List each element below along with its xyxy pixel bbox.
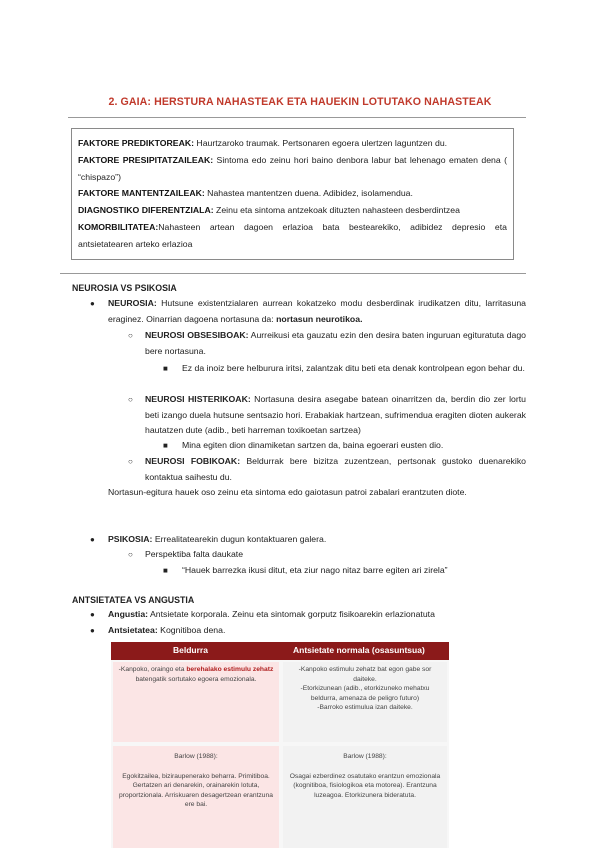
table-cell: -Kanpoko estimulu zehatz bat egon gabe sor daiteke. -Etorkizunean (adib., etorkizuneko mehatxu beldurra, amenaza de peligro futuro) -Barroko estimulua izan daiteke. [283, 662, 447, 742]
table-header-cell: Beldurra [173, 645, 208, 655]
box-line: FAKTORE MANTENTZAILEAK: Nahastea mantentzen duena. Adibidez, isolamendua. [78, 188, 413, 199]
obsesiboak-paragraph: NEUROSI OBSESIBOAK: Aurreikusi eta gauzatu ezin den desira baten inguruan egituratuta dago bere nortasuna. [145, 330, 526, 356]
angustia-paragraph: Angustia: Antsietate korporala. Zeinu eta sintomak gorputz fisikoarekin erlazionatuta [108, 609, 435, 619]
section-heading: ANTSIETATEA VS ANGUSTIA [72, 595, 195, 605]
fobikoak-paragraph: NEUROSI FOBIKOAK: Beldurrak bere bizitza zuzentzean, pertsonak gustoko duenarekiko kontaktua saihestu du. [145, 456, 526, 482]
neurosia-paragraph: NEUROSIA: Hutsune existentzialaren aurrean kokatzeko modu desberdinak irudikatzen ditu, larritasuna eraginez. Oinarrian dagoena nortasuna da: nortasun neurotikoa. [108, 298, 526, 324]
table-cell: Barlow (1988): Osagai ezberdinez osatutako erantzun emozionala (kognitiboa, fisiologikoa eta motorea). Erantzuna luzeagoa. Etorkizunera bideratuta. [283, 746, 447, 848]
divider [68, 117, 526, 118]
bullet-icon: ● [90, 299, 95, 308]
box-line: FAKTORE PREDIKTOREAK: Haurtzaroko traumak. Pertsonaren egoera ulertzen laguntzen du. [78, 138, 448, 148]
histerikoak-sub: Mina egiten dion dinamiketan sartzen da, baina egoerari eusten dio. [182, 440, 444, 450]
antsietatea-paragraph: Antsietatea: Kognitiboa dena. [108, 625, 226, 635]
box-line: FAKTORE PRESIPITATZAILEAK: Sintoma edo zeinu hori baino denbora labur bat lehenago ematen dena ( “chispazo”) [78, 154, 507, 182]
square-bullet-icon: ■ [163, 441, 168, 450]
page-title: 2. GAIA: HERSTURA NAHASTEAK ETA HAUEKIN LOTUTAKO NAHASTEAK [108, 96, 492, 108]
bullet-icon: ● [90, 535, 95, 544]
bullet-icon: ● [90, 610, 95, 619]
square-bullet-icon: ■ [163, 364, 168, 373]
box-line: DIAGNOSTIKO DIFERENTZIALA: Zeinu eta sintoma antzekoak dituzten nahasteen desberdintzea [78, 205, 460, 216]
table-header [111, 642, 449, 660]
psikosia-quote: “Hauek barrezka ikusi ditut, eta ziur nago nitaz barre egiten ari zirela” [182, 565, 448, 575]
table-cell: -Kanpoko, oraingo eta berehalako estimulu zehatz batengatik sortutako egoera emozionala. [113, 662, 279, 742]
square-bullet-icon: ■ [163, 566, 168, 575]
summary-paragraph: Nortasun-egitura hauek oso zeinu eta sintoma edo gaiotasun patroi zabalari erantzuten diote. [108, 487, 467, 497]
section-heading: NEUROSIA VS PSIKOSIA [72, 283, 177, 293]
table-header-cell: Antsietate normala (osasuntsua) [293, 645, 425, 655]
circle-bullet-icon: ○ [128, 550, 133, 559]
circle-bullet-icon: ○ [128, 457, 133, 466]
definitions-box [71, 128, 514, 260]
obsesiboak-sub: Ez da inoiz bere helburura iritsi, zalantzak ditu beti eta denak kontrolpean egon behar du. [182, 363, 525, 373]
psikosia-paragraph: PSIKOSIA: Errealitatearekin dugun kontaktuaren galera. [108, 534, 327, 544]
psikosia-sub: Perspektiba falta daukate [145, 549, 244, 559]
table-cell: Barlow (1988): Egokitzailea, biziraupenerako beharra. Primitiboa. Gertatzen ari denarekin, orainarekin lotuta, proportzionala. Arriskuaren desagertzean erantzuna ere bai. [113, 746, 279, 848]
circle-bullet-icon: ○ [128, 331, 133, 340]
circle-bullet-icon: ○ [128, 395, 133, 404]
divider [60, 273, 526, 274]
comparison-table [111, 642, 449, 848]
box-line: KOMORBILITATEA:Nahasteen artean dagoen erlazioa bata bestearekiko, adibidez depresio eta antsietatearen arteko erlazioa [78, 221, 507, 249]
bullet-icon: ● [90, 626, 95, 635]
histerikoak-paragraph: NEUROSI HISTERIKOAK: Nortasuna desira asegabe batean oinarritzen da, berdin dio zer lortu beti izango duela hutsune sentsazio hori. Erabakiak hartzean, sufrimendua eragiten dioten aukerak hautatzen dute (adib., beti harreman toxikoetan sartzea) [145, 394, 526, 436]
